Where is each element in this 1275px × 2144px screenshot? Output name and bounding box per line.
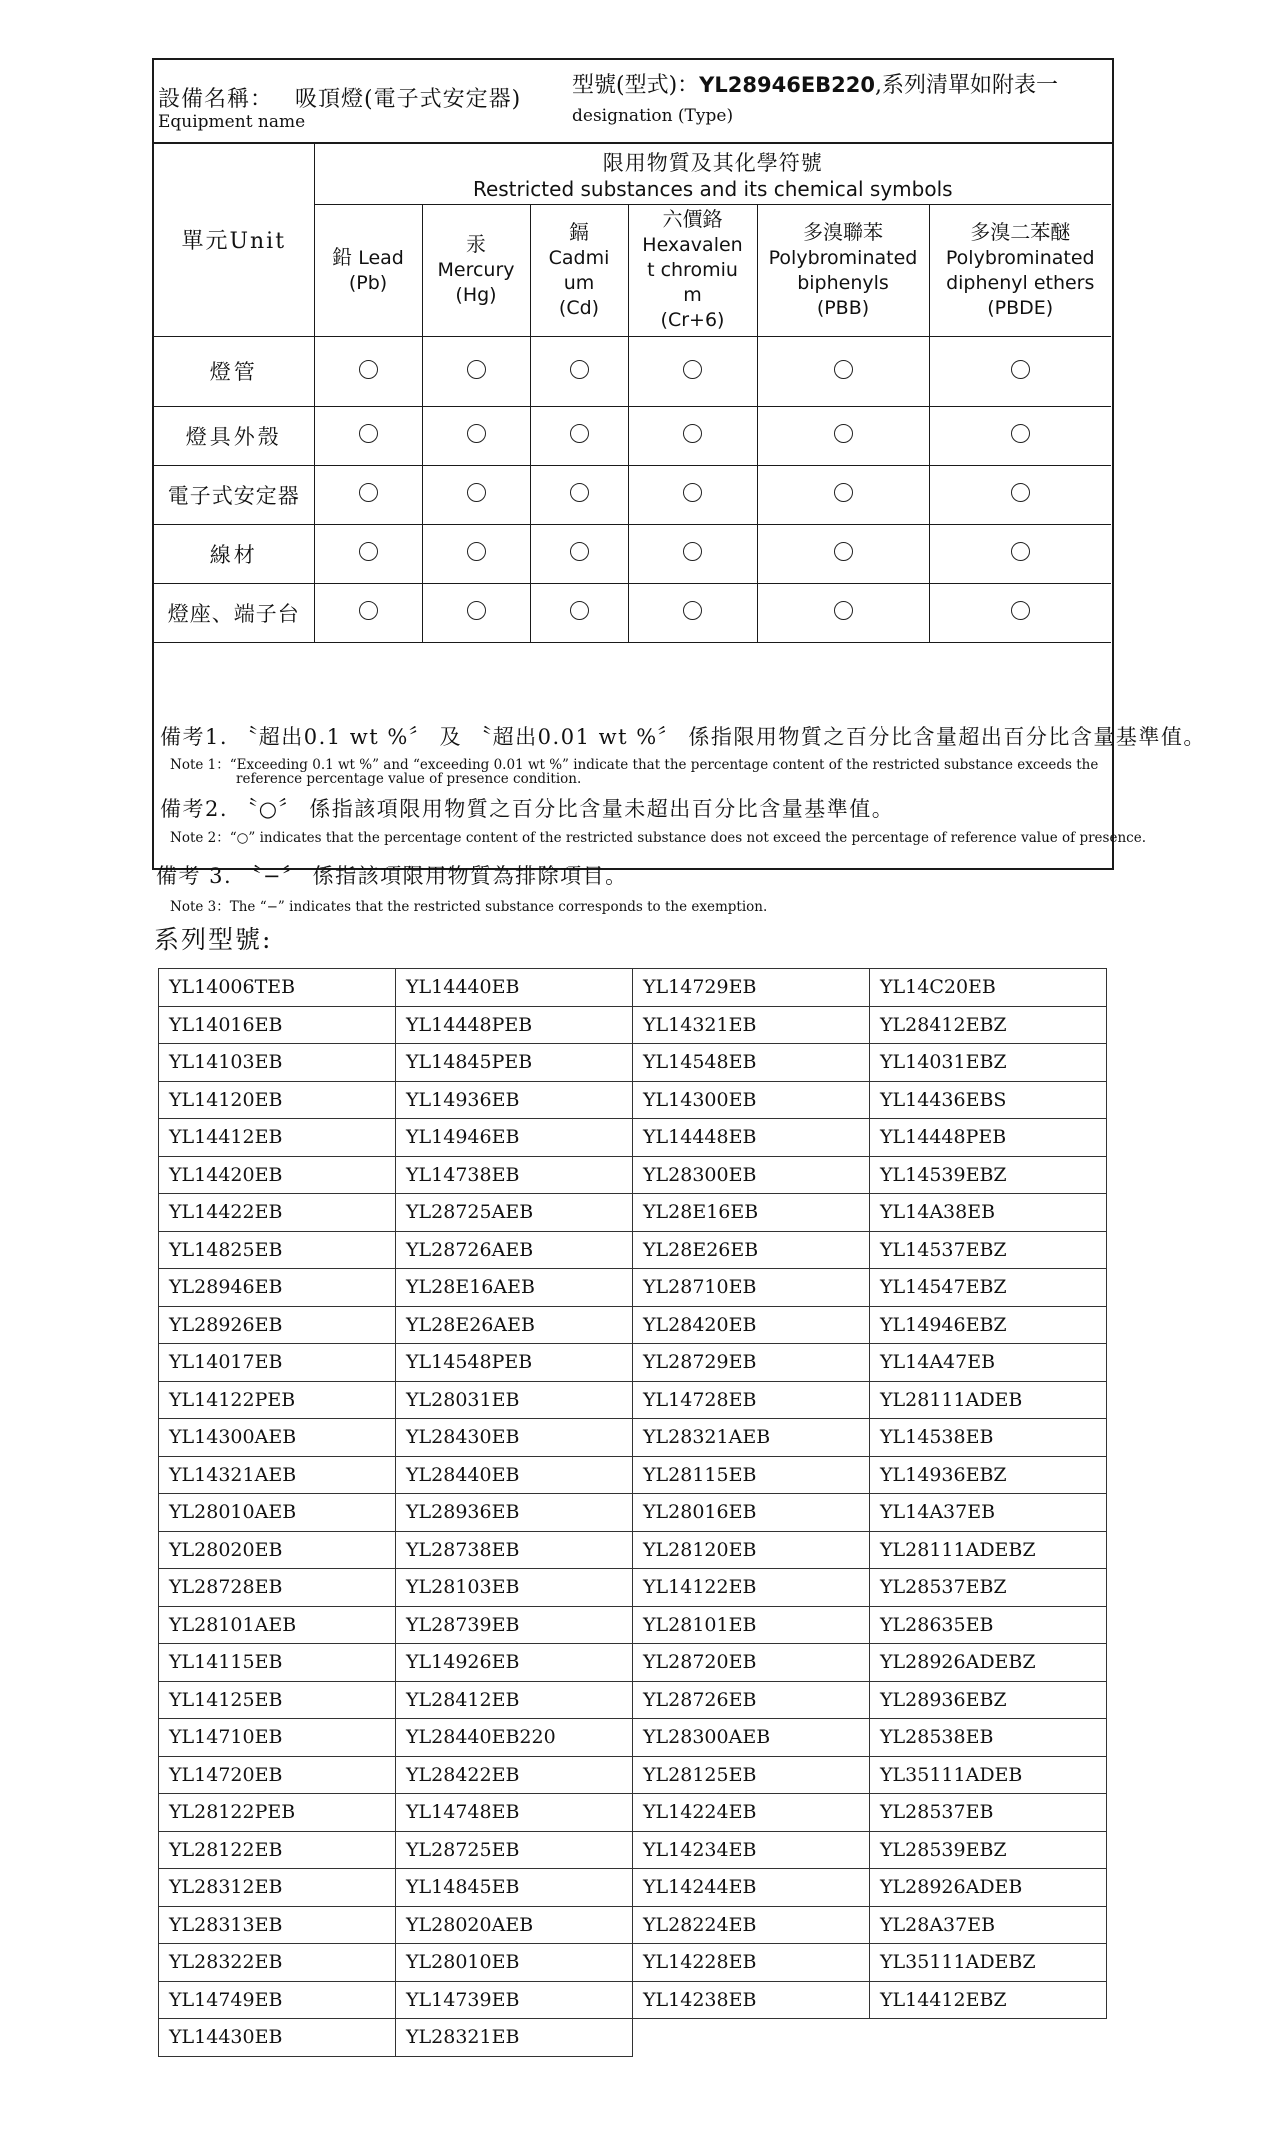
model-cell: YL28936EBZ <box>870 1681 1107 1719</box>
model-cell: YL14548PEB <box>396 1344 633 1382</box>
compliance-mark <box>628 524 757 583</box>
circle-icon <box>570 424 589 443</box>
model-cell: YL35111ADEB <box>870 1756 1107 1794</box>
model-cell: YL28322EB <box>159 1944 396 1982</box>
model-cell: YL14224EB <box>633 1794 870 1832</box>
circle-icon <box>683 483 702 502</box>
substance-header-lead <box>314 204 422 336</box>
substance-en: Polybrominated diphenyl ethers <box>945 246 1095 294</box>
circle-icon <box>1011 424 1030 443</box>
model-cell: YL28224EB <box>633 1906 870 1944</box>
unit-row <box>154 524 1111 583</box>
note-3-zh: 備考 3. 〝−〞 係指該項限用物質為排除項目。 <box>156 864 628 888</box>
substance-zh: 多溴聯苯 <box>803 219 883 244</box>
compliance-mark <box>757 336 929 406</box>
substance-en: Mercury <box>437 259 515 281</box>
model-row <box>159 1644 1107 1682</box>
substance-en: Hexavalent chromium <box>642 234 743 306</box>
model-row <box>159 1681 1107 1719</box>
compliance-mark <box>929 406 1111 465</box>
model-cell: YL14122PEB <box>159 1381 396 1419</box>
model-cell: YL28725AEB <box>396 1194 633 1232</box>
circle-icon <box>467 483 486 502</box>
substances-table <box>154 144 1111 643</box>
model-cell: YL14436EBS <box>870 1081 1107 1119</box>
compliance-mark <box>757 406 929 465</box>
series-models-table <box>158 968 1107 2057</box>
circle-icon <box>467 424 486 443</box>
compliance-mark <box>929 336 1111 406</box>
model-cell: YL14739EB <box>396 1981 633 2019</box>
unit-name: 電子式安定器 <box>154 465 314 524</box>
model-cell: YL28111ADEB <box>870 1381 1107 1419</box>
model-cell: YL28300AEB <box>633 1719 870 1757</box>
model-cell: YL28E26AEB <box>396 1306 633 1344</box>
model-cell: YL28020AEB <box>396 1906 633 1944</box>
circle-icon <box>1011 601 1030 620</box>
note-1-en: Note 1：“Exceeding 0.1 wt %” and “exceeding 0.01 wt %” indicate that the percentage content of the restricted substance exceeds the <box>170 757 1099 773</box>
model-cell: YL14440EB <box>396 969 633 1007</box>
model-cell: YL14420EB <box>159 1156 396 1194</box>
model-cell: YL35111ADEBZ <box>870 1944 1107 1982</box>
model-row <box>159 1081 1107 1119</box>
model-cell: YL28122PEB <box>159 1794 396 1832</box>
model-cell: YL14234EB <box>633 1831 870 1869</box>
model-cell: YL28E16EB <box>633 1194 870 1232</box>
model-cell: YL14244EB <box>633 1869 870 1907</box>
circle-icon <box>834 483 853 502</box>
circle-icon <box>683 360 702 379</box>
compliance-mark <box>422 465 530 524</box>
model-cell: YL14031EBZ <box>870 1044 1107 1082</box>
model-cell: YL14448EB <box>633 1119 870 1157</box>
compliance-mark <box>422 583 530 642</box>
model-cell: YL28125EB <box>633 1756 870 1794</box>
model-cell: YL14115EB <box>159 1644 396 1682</box>
compliance-mark <box>757 583 929 642</box>
model-cell: YL28321AEB <box>633 1419 870 1457</box>
model-cell: YL28313EB <box>159 1906 396 1944</box>
model-row <box>159 2019 1107 2057</box>
model-row <box>159 1606 1107 1644</box>
model-cell: YL28430EB <box>396 1419 633 1457</box>
circle-icon <box>359 542 378 561</box>
model-row <box>159 1569 1107 1607</box>
type-model: YL28946EB220 <box>699 73 876 97</box>
model-row <box>159 1906 1107 1944</box>
unit-row <box>154 465 1111 524</box>
model-row <box>159 1156 1107 1194</box>
series-title: 系列型號: <box>154 925 273 954</box>
model-cell: YL28122EB <box>159 1831 396 1869</box>
compliance-mark <box>628 336 757 406</box>
model-cell: YL14936EB <box>396 1081 633 1119</box>
model-cell: YL14738EB <box>396 1156 633 1194</box>
model-cell: YL28E26EB <box>633 1231 870 1269</box>
model-cell: YL14A38EB <box>870 1194 1107 1232</box>
model-row <box>159 1794 1107 1832</box>
model-cell: YL14749EB <box>159 1981 396 2019</box>
model-row <box>159 1494 1107 1532</box>
type-suffix-zh: ,系列清單如附表一 <box>875 73 1059 98</box>
model-cell: YL28115EB <box>633 1456 870 1494</box>
compliance-mark <box>628 465 757 524</box>
model-cell: YL28720EB <box>633 1644 870 1682</box>
substance-zh: 鉛 <box>332 244 353 269</box>
model-cell: YL14422EB <box>159 1194 396 1232</box>
model-cell: YL28539EBZ <box>870 1831 1107 1869</box>
model-cell: YL14748EB <box>396 1794 633 1832</box>
circle-icon <box>467 601 486 620</box>
substance-header-pbde <box>929 204 1111 336</box>
model-row <box>159 1531 1107 1569</box>
model-cell: YL28120EB <box>633 1531 870 1569</box>
note-3-en: Note 3：The “−” indicates that the restricted substance corresponds to the exemption. <box>170 899 768 915</box>
model-row <box>159 1044 1107 1082</box>
model-cell: YL28E16AEB <box>396 1269 633 1307</box>
model-cell: YL14125EB <box>159 1681 396 1719</box>
model-cell: YL28010EB <box>396 1944 633 1982</box>
substance-symbol: (PBB) <box>816 296 870 319</box>
model-row <box>159 1756 1107 1794</box>
substance-symbol: (Cd) <box>558 296 600 319</box>
model-cell: YL28729EB <box>633 1344 870 1382</box>
model-cell: YL14430EB <box>159 2019 396 2057</box>
model-cell: YL28537EB <box>870 1794 1107 1832</box>
substance-zh: 汞 <box>466 232 486 256</box>
model-cell: YL28321EB <box>396 2019 633 2057</box>
model-cell: YL14539EBZ <box>870 1156 1107 1194</box>
substance-symbol: (Cr+6) <box>660 309 725 331</box>
model-cell: YL28010AEB <box>159 1494 396 1532</box>
model-row <box>159 969 1107 1007</box>
circle-icon <box>467 360 486 379</box>
compliance-mark <box>929 583 1111 642</box>
model-cell: YL14729EB <box>633 969 870 1007</box>
compliance-mark <box>314 336 422 406</box>
model-cell: YL28926EB <box>159 1306 396 1344</box>
unit-name: 燈具外殼 <box>154 406 314 465</box>
circle-icon <box>359 483 378 502</box>
declaration-box <box>152 58 1206 915</box>
substance-zh: 六價鉻 <box>662 207 723 231</box>
circle-icon <box>570 542 589 561</box>
model-cell: YL28538EB <box>870 1719 1107 1757</box>
model-row <box>159 1981 1107 2019</box>
substance-en: Polybrominated biphenyls <box>768 246 918 294</box>
model-cell: YL14412EB <box>159 1119 396 1157</box>
model-cell: YL28726EB <box>633 1681 870 1719</box>
model-cell: YL14728EB <box>633 1381 870 1419</box>
circle-icon <box>467 542 486 561</box>
model-cell: YL14538EB <box>870 1419 1107 1457</box>
unit-name: 燈管 <box>154 336 314 406</box>
model-cell: YL28016EB <box>633 1494 870 1532</box>
type-label-zh: 型號(型式)： <box>572 73 700 98</box>
model-row <box>159 1231 1107 1269</box>
model-cell: YL28103EB <box>396 1569 633 1607</box>
note-1-en-cont: reference percentage value of presence condition. <box>236 771 582 787</box>
compliance-mark <box>530 406 628 465</box>
circle-icon <box>359 424 378 443</box>
circle-icon <box>1011 483 1030 502</box>
model-cell: YL28101EB <box>633 1606 870 1644</box>
model-cell: YL14845PEB <box>396 1044 633 1082</box>
compliance-mark <box>422 524 530 583</box>
model-row <box>159 1944 1107 1982</box>
model-cell: YL28710EB <box>633 1269 870 1307</box>
model-cell: YL14006TEB <box>159 969 396 1007</box>
substance-header-hexavalent-chromium <box>628 204 757 336</box>
model-cell: YL28936EB <box>396 1494 633 1532</box>
model-cell: YL28926ADEBZ <box>870 1644 1107 1682</box>
model-cell: YL14547EBZ <box>870 1269 1107 1307</box>
model-cell: YL14548EB <box>633 1044 870 1082</box>
compliance-mark <box>314 583 422 642</box>
model-row <box>159 1381 1107 1419</box>
substance-en: Cadmium <box>548 246 610 294</box>
note-2-zh: 備考2. 〝○〞 係指該項限用物質之百分比含量未超出百分比含量基準值。 <box>160 797 895 821</box>
unit-row <box>154 336 1111 406</box>
model-cell: YL14710EB <box>159 1719 396 1757</box>
model-row <box>159 1869 1107 1907</box>
group-title-en: Restricted substances and its chemical symbols <box>472 176 953 201</box>
model-row <box>159 1119 1107 1157</box>
substance-symbol: (Pb) <box>348 271 388 294</box>
model-cell: YL14321EB <box>633 1006 870 1044</box>
model-cell: YL28738EB <box>396 1531 633 1569</box>
model-cell: YL28725EB <box>396 1831 633 1869</box>
model-row <box>159 1456 1107 1494</box>
model-cell: YL28440EB <box>396 1456 633 1494</box>
circle-icon <box>1011 360 1030 379</box>
compliance-mark <box>530 465 628 524</box>
model-cell: YL14926EB <box>396 1644 633 1682</box>
empty-cell <box>870 2019 1107 2057</box>
circle-icon <box>359 601 378 620</box>
circle-icon <box>1011 542 1030 561</box>
model-cell: YL28537EBZ <box>870 1569 1107 1607</box>
model-cell: YL28031EB <box>396 1381 633 1419</box>
model-cell: YL28926ADEB <box>870 1869 1107 1907</box>
model-cell: YL28440EB220 <box>396 1719 633 1757</box>
model-cell: YL28946EB <box>159 1269 396 1307</box>
equipment-label-zh: 設備名稱： <box>158 87 274 112</box>
circle-icon <box>570 360 589 379</box>
declaration-header <box>154 60 1112 144</box>
substance-header-mercury <box>422 204 530 336</box>
model-cell: YL14936EBZ <box>870 1456 1107 1494</box>
substance-symbol: (PBDE) <box>987 296 1054 319</box>
model-cell: YL28412EBZ <box>870 1006 1107 1044</box>
circle-icon <box>683 601 702 620</box>
model-row <box>159 1006 1107 1044</box>
compliance-mark <box>314 406 422 465</box>
compliance-mark <box>929 465 1111 524</box>
model-cell: YL14825EB <box>159 1231 396 1269</box>
substances-group-header <box>314 144 1111 204</box>
model-cell: YL14016EB <box>159 1006 396 1044</box>
unit-row <box>154 406 1111 465</box>
unit-name: 線材 <box>154 524 314 583</box>
model-cell: YL14321AEB <box>159 1456 396 1494</box>
model-row <box>159 1831 1107 1869</box>
circle-icon <box>570 483 589 502</box>
model-cell: YL14946EBZ <box>870 1306 1107 1344</box>
circle-icon <box>834 424 853 443</box>
model-cell: YL28739EB <box>396 1606 633 1644</box>
equipment-name-value: 吸頂燈(電子式安定器) <box>295 87 522 112</box>
model-cell: YL14300EB <box>633 1081 870 1119</box>
model-cell: YL14A37EB <box>870 1494 1107 1532</box>
model-cell: YL14720EB <box>159 1756 396 1794</box>
compliance-mark <box>530 524 628 583</box>
circle-icon <box>359 360 378 379</box>
compliance-mark <box>628 583 757 642</box>
note-2-en: Note 2：“○” indicates that the percentage content of the restricted substance does not exceed the percentage of reference value of presence. <box>170 830 1146 846</box>
type-designation-zh <box>572 68 1058 99</box>
model-cell: YL28420EB <box>633 1306 870 1344</box>
circle-icon <box>570 601 589 620</box>
model-row <box>159 1194 1107 1232</box>
model-cell: YL14017EB <box>159 1344 396 1382</box>
compliance-mark <box>422 406 530 465</box>
compliance-mark <box>530 336 628 406</box>
model-cell: YL14845EB <box>396 1869 633 1907</box>
substance-zh: 多溴二苯醚 <box>970 219 1071 244</box>
substance-zh: 鎘 <box>569 219 589 244</box>
compliance-mark <box>314 524 422 583</box>
circle-icon <box>683 424 702 443</box>
model-cell: YL14412EBZ <box>870 1981 1107 2019</box>
equipment-label-en: Equipment name <box>158 112 306 132</box>
circle-icon <box>683 542 702 561</box>
model-cell: YL28A37EB <box>870 1906 1107 1944</box>
model-cell: YL14238EB <box>633 1981 870 2019</box>
model-cell: YL28020EB <box>159 1531 396 1569</box>
compliance-mark <box>757 465 929 524</box>
unit-row <box>154 583 1111 642</box>
circle-icon <box>834 601 853 620</box>
model-cell: YL14228EB <box>633 1944 870 1982</box>
model-cell: YL14C20EB <box>870 969 1107 1007</box>
type-label-en: designation (Type) <box>572 106 734 126</box>
unit-header: 單元Unit <box>154 144 314 336</box>
model-cell: YL28101AEB <box>159 1606 396 1644</box>
model-row <box>159 1419 1107 1457</box>
compliance-mark <box>628 406 757 465</box>
circle-icon <box>834 542 853 561</box>
compliance-mark <box>422 336 530 406</box>
unit-name: 燈座、端子台 <box>154 583 314 642</box>
note-1-zh: 備考1. 〝超出0.1 wt %〞 及 〝超出0.01 wt %〞 係指限用物質之百分比含量超出百分比含量基準值。 <box>160 725 1206 749</box>
model-cell: YL28635EB <box>870 1606 1107 1644</box>
substance-header-cadmium <box>530 204 628 336</box>
model-cell: YL28412EB <box>396 1681 633 1719</box>
model-cell: YL14537EBZ <box>870 1231 1107 1269</box>
compliance-mark <box>530 583 628 642</box>
model-cell: YL28300EB <box>633 1156 870 1194</box>
model-cell: YL14448PEB <box>396 1006 633 1044</box>
model-cell: YL28726AEB <box>396 1231 633 1269</box>
compliance-mark <box>929 524 1111 583</box>
circle-icon <box>834 360 853 379</box>
group-title-zh: 限用物質及其化學符號 <box>602 150 823 175</box>
compliance-mark <box>757 524 929 583</box>
model-cell: YL14946EB <box>396 1119 633 1157</box>
model-cell: YL14120EB <box>159 1081 396 1119</box>
model-cell: YL28728EB <box>159 1569 396 1607</box>
model-row <box>159 1269 1107 1307</box>
substance-symbol: (Hg) <box>455 284 497 306</box>
model-row <box>159 1719 1107 1757</box>
equipment-name-zh <box>158 82 521 113</box>
model-cell: YL14448PEB <box>870 1119 1107 1157</box>
substance-en: Lead <box>358 246 404 269</box>
model-cell: YL28312EB <box>159 1869 396 1907</box>
model-row <box>159 1344 1107 1382</box>
model-row <box>159 1306 1107 1344</box>
compliance-mark <box>314 465 422 524</box>
model-cell: YL14122EB <box>633 1569 870 1607</box>
model-cell: YL14A47EB <box>870 1344 1107 1382</box>
model-cell: YL14300AEB <box>159 1419 396 1457</box>
model-cell: YL28111ADEBZ <box>870 1531 1107 1569</box>
substance-header-pbb <box>757 204 929 336</box>
model-cell: YL28422EB <box>396 1756 633 1794</box>
model-cell: YL14103EB <box>159 1044 396 1082</box>
empty-cell <box>633 2019 870 2057</box>
